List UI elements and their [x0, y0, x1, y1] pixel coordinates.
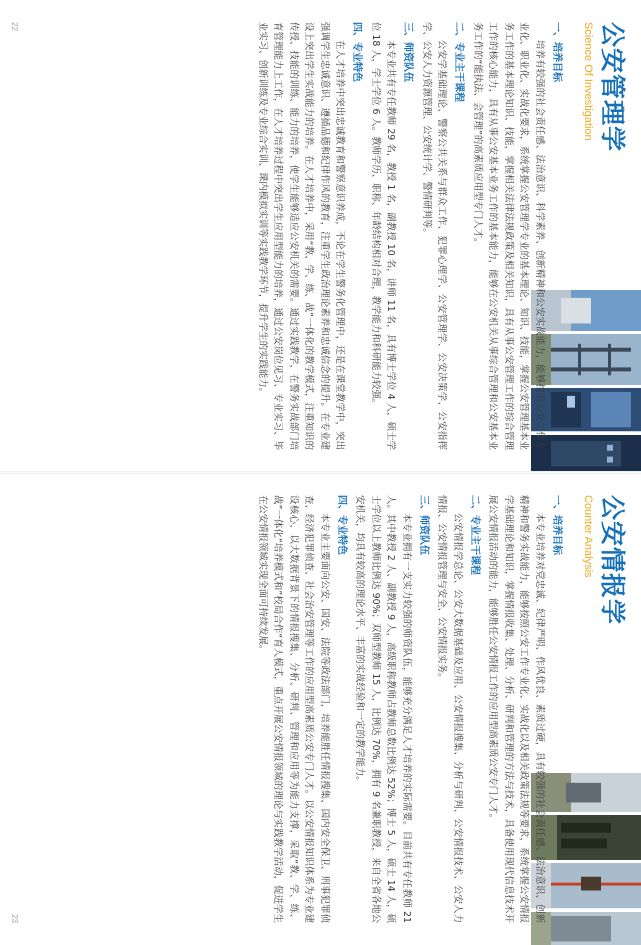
section-heading: 二、专业主干课程 [469, 495, 480, 575]
section-paragraph: 本专业培养对党忠诚、纪律严明、作风优良、素质过硬，具有较强的社会责任感、法治意识、创新精神和警务实战能力，能够按照公安工作专业化、实战化以及相关政策法规等要求，系统掌握公安情报学基础理论和知识，掌握情报收集、处理、分析、研判和管理的方法与技术，具备使用现代信息技术开展公安情报活动的能力，能够胜任公安情报工作的应用型高素质公安专门人才。 [487, 495, 545, 923]
section-paragraph: 本专业主要面向公安、国安、法院等政法部门，培养能胜任情报搜集、国内安全保卫、刑事犯罪侦查、经济犯罪侦查、社会治安管理等工作的应用型高素质公安专门人才。以公安情报知识体系为专业建设核心，以大数据背景下的情报搜集、分析、研判、管理和应用等为能力支撑，采取“教、学、练、战”一体化“培养模式和”校局合作“育人模式，重点开展公安情报领域的理论与实践教学活动，促进学生在公安情报领域实现全面可持续发展。 [257, 495, 330, 923]
page-body [253, 495, 568, 923]
section-heading: 四、专业特色 [336, 495, 347, 555]
section-paragraph: 在人才培养中突出忠诚教育和警察意识养成，不论在学生警务化管理中，还是在课堂教学中，突出强调学生忠诚意识、遵循品德和纪律作风的教育，注重学生政治理论素养和忠诚信念的提升。在专业建设上突出学生实战能力的培养。在人才培养中，采用“教、学、练、战”一体化的教学模式，注重知识的传授、技能的训练、能力的培养，使学生能够适应公安机关的需要。通过实践教学，在警务实战部门培育管理能力上工作，在人才培养过程中突出学生应用型能力的培养，通过公安岗位见习、专业实习、毕业实习、创新训练及专业综合实训、课内模拟实训等实践教学环节，提升学生的实践能力。 [257, 22, 346, 450]
section-paragraph: 本专业共有专任教师 29 名，教授 1 名，副教授 10 名，讲师 11 名，具有博士学位 4 人，硕士学位 18 人，学士学位 6 人。教师学历、职称、年龄结构相对合理，教学能力和科研能力较强。 [370, 22, 397, 450]
section-heading: 一、培养目标 [551, 22, 562, 82]
section-heading: 四、专业特色 [351, 22, 363, 82]
page-title-block [575, 495, 627, 755]
section-heading: 一、培养目标 [551, 495, 562, 555]
page-subtitle: Science Of Investigation [582, 22, 594, 141]
page-body [253, 22, 568, 450]
page-number: 23 [10, 914, 19, 923]
section-paragraph: 本专业拥有一支实力较强的师资队伍，能够充分满足人才培养的实际需要。目前共有专任教师 21 人。其中教授 2 人、副教授 9 人，高级职称教师占教师总数比例达 52%；博士 5 人，硕士 14 人，硕士学位以上教师比例达 90%；双师型教师 15 人，比例达 70%，拥有 9 名兼职教授，来自全省各地公安机关，均具有较高的理论水平、丰富的实战经验和一定的教学能力。 [354, 495, 412, 923]
page-title: 公安管理学 [598, 22, 627, 153]
section-paragraph: 培养有较强的社会责任感、法治意识、科学素养、创新精神和公安实战能力，能够按照公安工作专业化、职业化、实战化要求，系统掌握公安管理学专业的基本理论、知识、技能，掌握公安管理基本业务工作的基本理论知识、技能，掌握相关法律法规政策及相关知识，具有从事公安管理工作的综合管理工作的核心能力，具有从事公安基本业务工作的基本能力，能够在公安机关从事综合管理和公安基本业务工作的“能执法、会管理”的高素质应用型专门人才。 [472, 22, 545, 450]
section-paragraph: 公安情报学总论、公安大数据基础及应用、公安情报搜集、分析与研判、公安情报技术、公安人力情报、公安情报管理与安全、公安情报实务。 [436, 495, 463, 923]
section-heading: 三、师资队伍 [418, 495, 429, 555]
section-heading: 三、师资队伍 [402, 22, 414, 82]
section-heading: 二、专业主干课程 [453, 22, 465, 102]
page-public-security-management [0, 0, 641, 472]
section-paragraph: 公安学基础理论、警察公共关系与群众工作、犯罪心理学、公安管理学、公安决策学、公安指挥学、公安人力资源管理、公安统计学、警情研判等。 [421, 22, 448, 450]
page-title-block [575, 22, 627, 282]
page-number: 22 [10, 22, 19, 31]
page-title: 公安情报学 [598, 495, 627, 626]
page-subtitle: Counter Analysis [582, 495, 594, 578]
page-public-security-intelligence [0, 473, 641, 945]
